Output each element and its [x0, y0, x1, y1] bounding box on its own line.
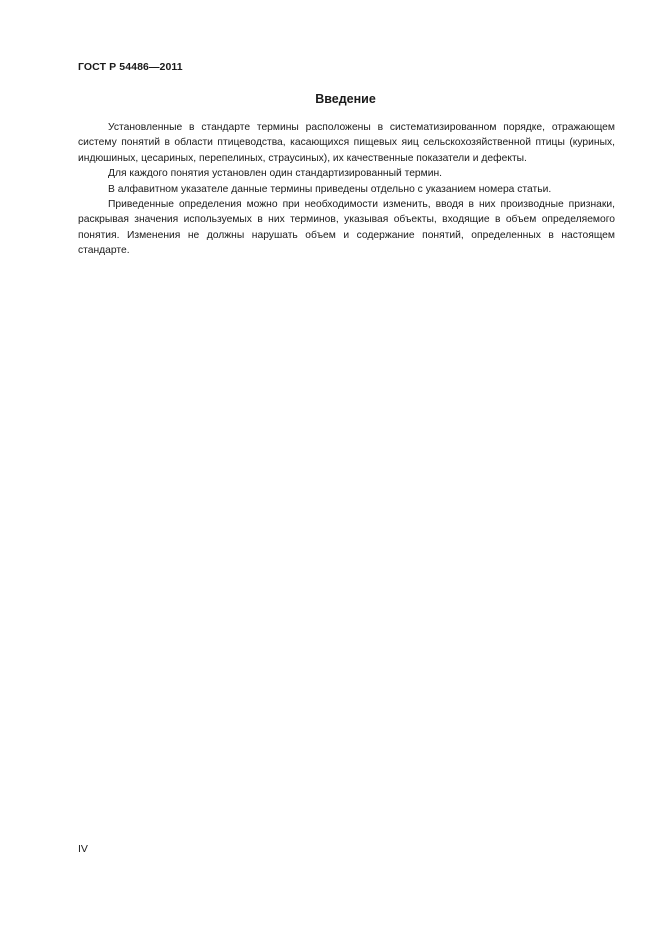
paragraph: Приведенные определения можно при необходимости изменить, вводя в них производные признаки, раскрывая значения используемых в них терминов, указывая объекты, входящие в объем определяемого понятия. Изменения не должны нарушать объем и содержание понятий, определенных в настоящем стандарте. — [78, 199, 615, 257]
paragraph: Для каждого понятия установлен один стандартизированный термин. — [108, 168, 443, 180]
document-code: ГОСТ Р 54486—2011 — [78, 61, 183, 73]
section-title: Введение — [315, 92, 376, 106]
page-number: IV — [78, 843, 88, 855]
paragraph: Установленные в стандарте термины расположены в систематизированном порядке, отражающем систему понятий в области птицеводства, касающихся пищевых яиц сельскохозяйственной птицы (куриных, индюшиных, цесариных, перепелиных, страусиных), их качественные показатели и дефекты. — [78, 122, 615, 164]
paragraph: В алфавитном указателе данные термины приведены отдельно с указанием номера статьи. — [108, 183, 552, 195]
section-body — [78, 120, 615, 259]
